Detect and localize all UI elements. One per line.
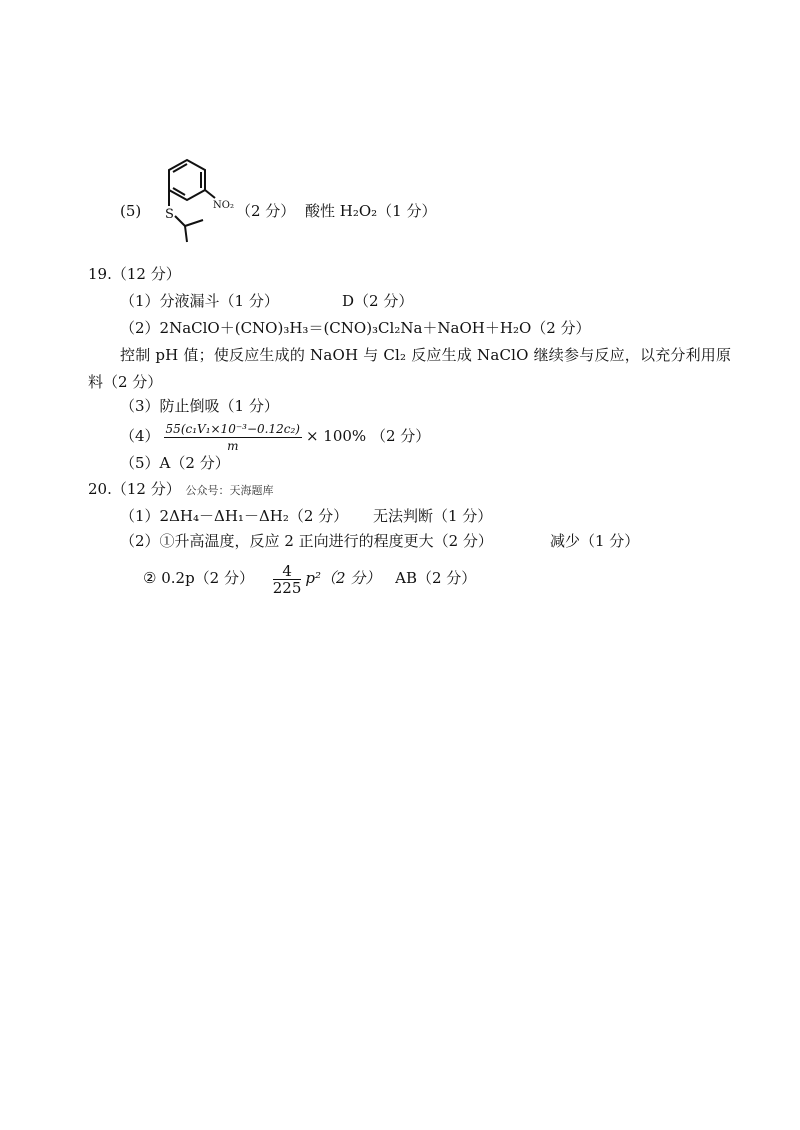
q19-answer-4 (120, 418, 430, 454)
q19-answer-2-explanation: 控制 pH 值；使反应生成的 NaOH 与 Cl₂ 反应生成 NaClO 继续参与反应，以充分利用原 (120, 346, 732, 364)
question-20-heading-text: 20.（12 分） (88, 480, 181, 498)
q19-answer-4-suffix: × 100% （2 分） (305, 427, 431, 445)
nitrophenyl-isopropyl-sulfide-structure (145, 158, 235, 248)
q19-answer-4-prefix: （4） (120, 427, 160, 445)
sulfur-label: S (165, 207, 174, 222)
q20-answer-2b: 减少（1 分） (550, 532, 640, 550)
fraction-numerator: 4 (273, 563, 302, 580)
score-text: （2 分） (236, 202, 296, 220)
q20-answer-3a: ② 0.2p（2 分） (143, 569, 254, 587)
q19-answer-1b: D（2 分） (342, 292, 414, 310)
fraction-numerator: 55(c₁V₁×10⁻³−0.12c₂) (165, 421, 300, 436)
question-20-heading (88, 479, 274, 501)
q19-answer-2: （2）2NaClO＋(CNO)₃H₃＝(CNO)₃Cl₂Na＋NaOH＋H₂O（2 分） (120, 319, 591, 337)
q20-answer-3 (143, 558, 476, 598)
q20-answer-2a: （2）①升高温度，反应 2 正向进行的程度更大（2 分） (120, 532, 493, 550)
q19-answer-4-fraction (164, 421, 302, 454)
q20-answer-3b: p²（2 分） (305, 569, 381, 587)
q20-answer-1b: 无法判断（1 分） (373, 507, 493, 525)
fraction-denominator: 225 (272, 578, 302, 597)
fraction-denominator: m (227, 438, 239, 453)
q20-answer-1a: （1）2ΔH₄－ΔH₁－ΔH₂（2 分） (120, 507, 349, 525)
q19-answer-2-explanation-end: 料（2 分） (88, 373, 163, 391)
nitro-label: NO₂ (213, 200, 234, 211)
answer-text: 酸性 H₂O₂（1 分） (305, 202, 437, 220)
question-19-heading: 19.（12 分） (88, 265, 181, 283)
q19-answer-3: （3）防止倒吸（1 分） (120, 397, 279, 415)
q20-answer-3c: AB（2 分） (395, 569, 477, 587)
part5-label: (5) (120, 202, 142, 220)
q19-answer-5: （5）A（2 分） (120, 454, 230, 472)
watermark-text: 公众号：天海题库 (185, 484, 274, 497)
q20-answer-3-fraction (273, 563, 302, 596)
q19-answer-1a: （1）分液漏斗（1 分） (120, 292, 279, 310)
